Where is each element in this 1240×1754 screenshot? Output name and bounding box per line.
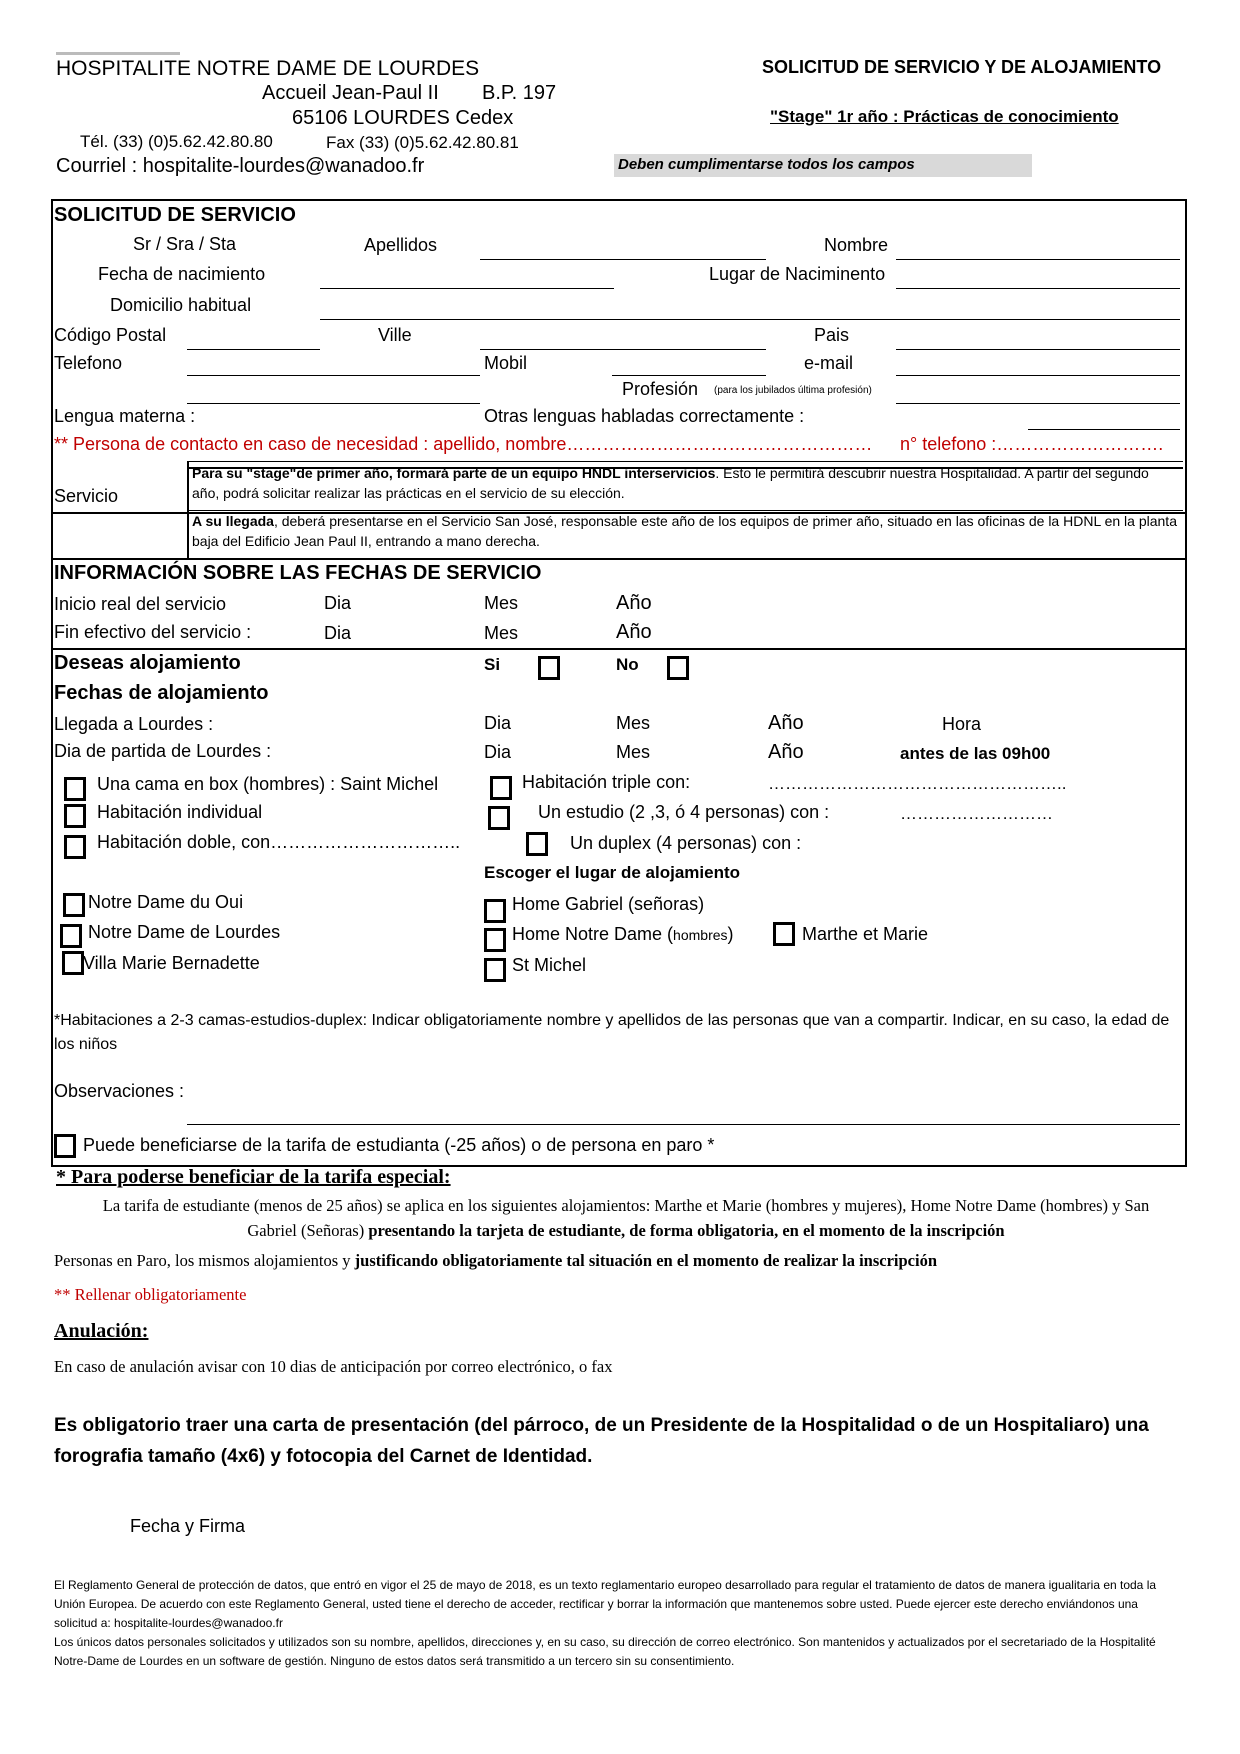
fill-required-note: ** Rellenar obligatoriamente: [54, 1285, 247, 1304]
postcode-field[interactable]: [187, 349, 320, 350]
choose-place-title: Escoger el lugar de alojamiento: [484, 863, 741, 882]
required-note: Deben cumplimentarse todos los campos: [618, 156, 915, 173]
servicio-text-1: [192, 463, 1178, 503]
doc-subtitle: "Stage" 1r año : Prácticas de conocimiento: [770, 107, 1119, 126]
start-label: Inicio real del servicio: [54, 594, 227, 614]
org-address-2: 65106 LOURDES Cedex: [292, 107, 514, 129]
unemployed-plain: Personas en Paro, los mismos alojamientos y: [54, 1251, 355, 1270]
no-label: No: [616, 655, 639, 674]
rooms-note: *Habitaciones a 2-3 camas-estudios-duplex: Indicar obligatoriamente nombre y apellidos de las personas que van a compartir. Indicar, en su caso, la edad de los niños: [54, 1012, 1170, 1053]
arrival-day[interactable]: Dia: [484, 713, 512, 733]
single-room-label: Habitación individual: [97, 802, 263, 822]
box-bed-label: Una cama en box (hombres) : Saint Michel: [97, 774, 439, 794]
country-label: Pais: [814, 325, 850, 345]
org-name: HOSPITALITE NOTRE DAME DE LOURDES: [56, 57, 480, 80]
section-title-service: SOLICITUD DE SERVICIO: [54, 204, 296, 226]
place-villa-checkbox[interactable]: [62, 951, 84, 975]
phone-field-2[interactable]: [187, 403, 480, 404]
email-field-2[interactable]: [896, 403, 1180, 404]
org-email: Courriel : hospitalite-lourdes@wanadoo.fr: [56, 155, 425, 177]
doc-title: SOLICITUD DE SERVICIO Y DE ALOJAMIENTO: [762, 57, 1162, 77]
end-year[interactable]: Año: [616, 621, 652, 643]
start-month[interactable]: Mes: [484, 593, 519, 613]
unemployed-text: [54, 1251, 1174, 1271]
observations-field[interactable]: [187, 1124, 1180, 1125]
box-bed-checkbox[interactable]: [64, 777, 86, 801]
duplex-label: Un duplex (4 personas) con :: [570, 833, 802, 853]
place-gabriel-label: Home Gabriel (señoras): [512, 894, 705, 914]
name-label: Nombre: [824, 235, 889, 255]
surname-label: Apellidos: [364, 235, 438, 255]
observations-label: Observaciones :: [54, 1081, 185, 1101]
tariff-label: Puede beneficiarse de la tarifa de estudianta (-25 años) o de persona en paro *: [83, 1135, 715, 1155]
place-stmichel-checkbox[interactable]: [484, 958, 506, 982]
place-ndl-checkbox[interactable]: [60, 924, 82, 948]
birthplace-field[interactable]: [896, 288, 1180, 289]
required-note-box: [614, 154, 1032, 177]
place-oui-label: Notre Dame du Oui: [88, 892, 244, 912]
place-home-nd-label-c: ): [727, 924, 734, 944]
org-bp: B.P. 197: [482, 82, 557, 104]
divider-lodging: [51, 648, 1185, 650]
emergency-phone: n° telefono :……………………….: [900, 434, 1164, 454]
triple-room-label: Habitación triple con:: [522, 772, 691, 792]
servicio-text-2: [192, 511, 1178, 551]
place-gabriel-checkbox[interactable]: [484, 899, 506, 923]
address-label: Domicilio habitual: [110, 295, 252, 315]
mobile-field[interactable]: [612, 375, 766, 376]
cancel-text: En caso de anulación avisar con 10 dias de anticipación por correo electrónico, o fax: [54, 1357, 613, 1376]
phone-label: Telefono: [54, 353, 123, 373]
duplex-checkbox[interactable]: [526, 832, 548, 856]
end-month[interactable]: Mes: [484, 623, 519, 643]
servicio-text-2-bold: A su llegada: [192, 513, 274, 529]
city-field[interactable]: [480, 349, 766, 350]
servicio-text-1-rest: . Esto le permitirá descubrir nuestra Hospitalidad. A partir del segundo año, podrá solicitar realizar las prácticas en el servicio de su elección.: [192, 465, 1149, 501]
arrival-hour[interactable]: Hora: [942, 714, 982, 734]
place-stmichel-label: St Michel: [512, 955, 587, 975]
header-rule: [56, 52, 180, 55]
gdpr-text-1: El Reglamento General de protección de datos, que entró en vigor el 25 de mayo de 2018, es un texto reglamentario europeo desarrollado para regular el tratamiento de datos de manera igualitaria en toda la Unión Europea. De acuerdo con este Reglamento General, usted tiene el derecho de acceder, rectificar y borrar la información que mantenemos sobre usted. Puede ejercer este derecho enviándonos una solicitud a: hospitalite-lourdes@wanadoo.fr: [54, 1578, 1157, 1630]
section-title-dates: INFORMACIÓN SOBRE LAS FECHAS DE SERVICIO: [54, 562, 542, 584]
double-room-checkbox[interactable]: [64, 835, 86, 859]
place-home-nd-checkbox[interactable]: [484, 928, 506, 952]
country-field[interactable]: [896, 349, 1180, 350]
divider-dates: [51, 558, 1185, 560]
divider-service-top: [187, 461, 1183, 462]
unemployed-bold: justificando obligatoriamente tal situación en el momento de realizar la inscripción: [354, 1251, 937, 1270]
email-field[interactable]: [896, 375, 1180, 376]
org-fax: Fax (33) (0)5.62.42.80.81: [326, 133, 519, 152]
place-home-nd-label: [512, 924, 734, 945]
surname-field[interactable]: [480, 259, 766, 260]
place-marthe-label: Marthe et Marie: [802, 924, 929, 944]
birthdate-label: Fecha de nacimiento: [98, 264, 266, 284]
studio-dots[interactable]: ………………………: [900, 804, 1053, 823]
departure-month[interactable]: Mes: [616, 742, 651, 762]
departure-year[interactable]: Año: [768, 741, 804, 763]
servicio-label: Servicio: [54, 486, 119, 506]
no-checkbox[interactable]: [667, 656, 689, 680]
double-room-label: Habitación doble, con…………………………..: [97, 832, 461, 852]
cancel-title: Anulación:: [54, 1320, 149, 1342]
mobile-label: Mobil: [484, 353, 528, 373]
postcode-label: Código Postal: [54, 325, 167, 345]
birthplace-label: Lugar de Naciminento: [709, 264, 886, 284]
triple-room-dots[interactable]: ……………………………………………..: [768, 774, 1067, 793]
arrival-month[interactable]: Mes: [616, 713, 651, 733]
profession-label: Profesión: [622, 379, 699, 399]
address-field[interactable]: [320, 319, 1180, 320]
phone-field[interactable]: [187, 375, 480, 376]
start-day[interactable]: Dia: [324, 593, 352, 613]
arrival-label: Llegada a Lourdes :: [54, 714, 214, 734]
tariff-checkbox[interactable]: [54, 1134, 76, 1158]
end-label: Fin efectivo del servicio :: [54, 622, 252, 642]
end-day[interactable]: Dia: [324, 623, 352, 643]
departure-day[interactable]: Dia: [484, 742, 512, 762]
place-ndl-label: Notre Dame de Lourdes: [88, 922, 281, 942]
profession-note: (para los jubilados última profesión): [714, 385, 872, 396]
other-languages-label: Otras lenguas habladas correctamente :: [484, 406, 805, 426]
departure-before: antes de las 09h00: [900, 744, 1051, 763]
student-tariff-plain: La tarifa de estudiante (menos de 25 años) se aplica en los siguientes alojamientos: Marthe et Marie (hombres y mujeres), Home Notre Dame (hombres) y San Gabriel (Señoras): [102, 1196, 1150, 1240]
yes-label: Si: [484, 655, 501, 674]
single-room-checkbox[interactable]: [64, 804, 86, 828]
student-tariff-bold: presentando la tarjeta de estudiante, de forma obligatoria, en el momento de la inscripción: [364, 1221, 1005, 1240]
other-languages-field[interactable]: [1028, 429, 1180, 430]
want-lodging-label: Deseas alojamiento: [54, 652, 241, 674]
yes-checkbox[interactable]: [538, 656, 560, 680]
place-oui-checkbox[interactable]: [63, 893, 85, 917]
student-tariff-text: [80, 1193, 1172, 1243]
studio-label: Un estudio (2 ,3, ó 4 personas) con :: [538, 802, 830, 822]
emergency-contact: ** Persona de contacto en caso de necesidad : apellido, nombre……………………………………………: [54, 434, 873, 454]
birthdate-field[interactable]: [320, 288, 614, 289]
place-home-nd-label-a: Home Notre Dame (: [512, 924, 674, 944]
date-signature-label: Fecha y Firma: [130, 1516, 246, 1536]
lodging-dates-title: Fechas de alojamiento: [54, 682, 269, 704]
gdpr-text-2: Los únicos datos personales solicitados y utilizados son su nombre, apellidos, direcciones y, en su caso, su dirección de correo electrónico. Son mantenidos y actualizados por el secretariado de la Hospitalité Notre-Dame de Lourdes en un software de gestión. Ninguno de estos datos será transmitido a un tercero sin su consentimiento.: [54, 1635, 1156, 1668]
mother-tongue-label: Lengua materna :: [54, 406, 196, 426]
email-label: e-mail: [804, 353, 854, 373]
mandatory-docs: Es obligatorio traer una carta de presentación (del párroco, de un Presidente de la Hospitalidad o de un Hospitaliaro) una forografia tamaño (4x6) y fotocopia del Carnet de Identidad.: [54, 1415, 1149, 1467]
studio-checkbox[interactable]: [488, 806, 510, 830]
departure-label: Dia de partida de Lourdes :: [54, 741, 272, 761]
place-home-nd-label-b: hombres: [673, 927, 728, 943]
start-year[interactable]: Año: [616, 592, 652, 614]
place-villa-label: Villa Marie Bernadette: [83, 953, 260, 973]
place-marthe-checkbox[interactable]: [773, 922, 795, 946]
triple-room-checkbox[interactable]: [490, 776, 512, 800]
city-label: Ville: [378, 325, 412, 345]
servicio-text-1-bold: Para su "stage"de primer año, formará parte de un equipo HNDL interservicios: [192, 465, 716, 481]
arrival-year[interactable]: Año: [768, 712, 804, 734]
name-field[interactable]: [896, 259, 1180, 260]
org-address-1: Accueil Jean-Paul II: [262, 82, 439, 104]
special-tariff-title: * Para poderse beneficiar de la tarifa especial:: [56, 1166, 451, 1188]
org-tel: Tél. (33) (0)5.62.42.80.80: [80, 132, 273, 151]
servicio-text-2-rest: , deberá presentarse en el Servicio San José, responsable este año de los equipos de primer año, situado en las oficinas de la HDNL en la planta baja del Edificio Jean Paul II, entrando a mano derecha.: [192, 513, 1177, 549]
title-label: Sr / Sra / Sta: [133, 234, 237, 254]
